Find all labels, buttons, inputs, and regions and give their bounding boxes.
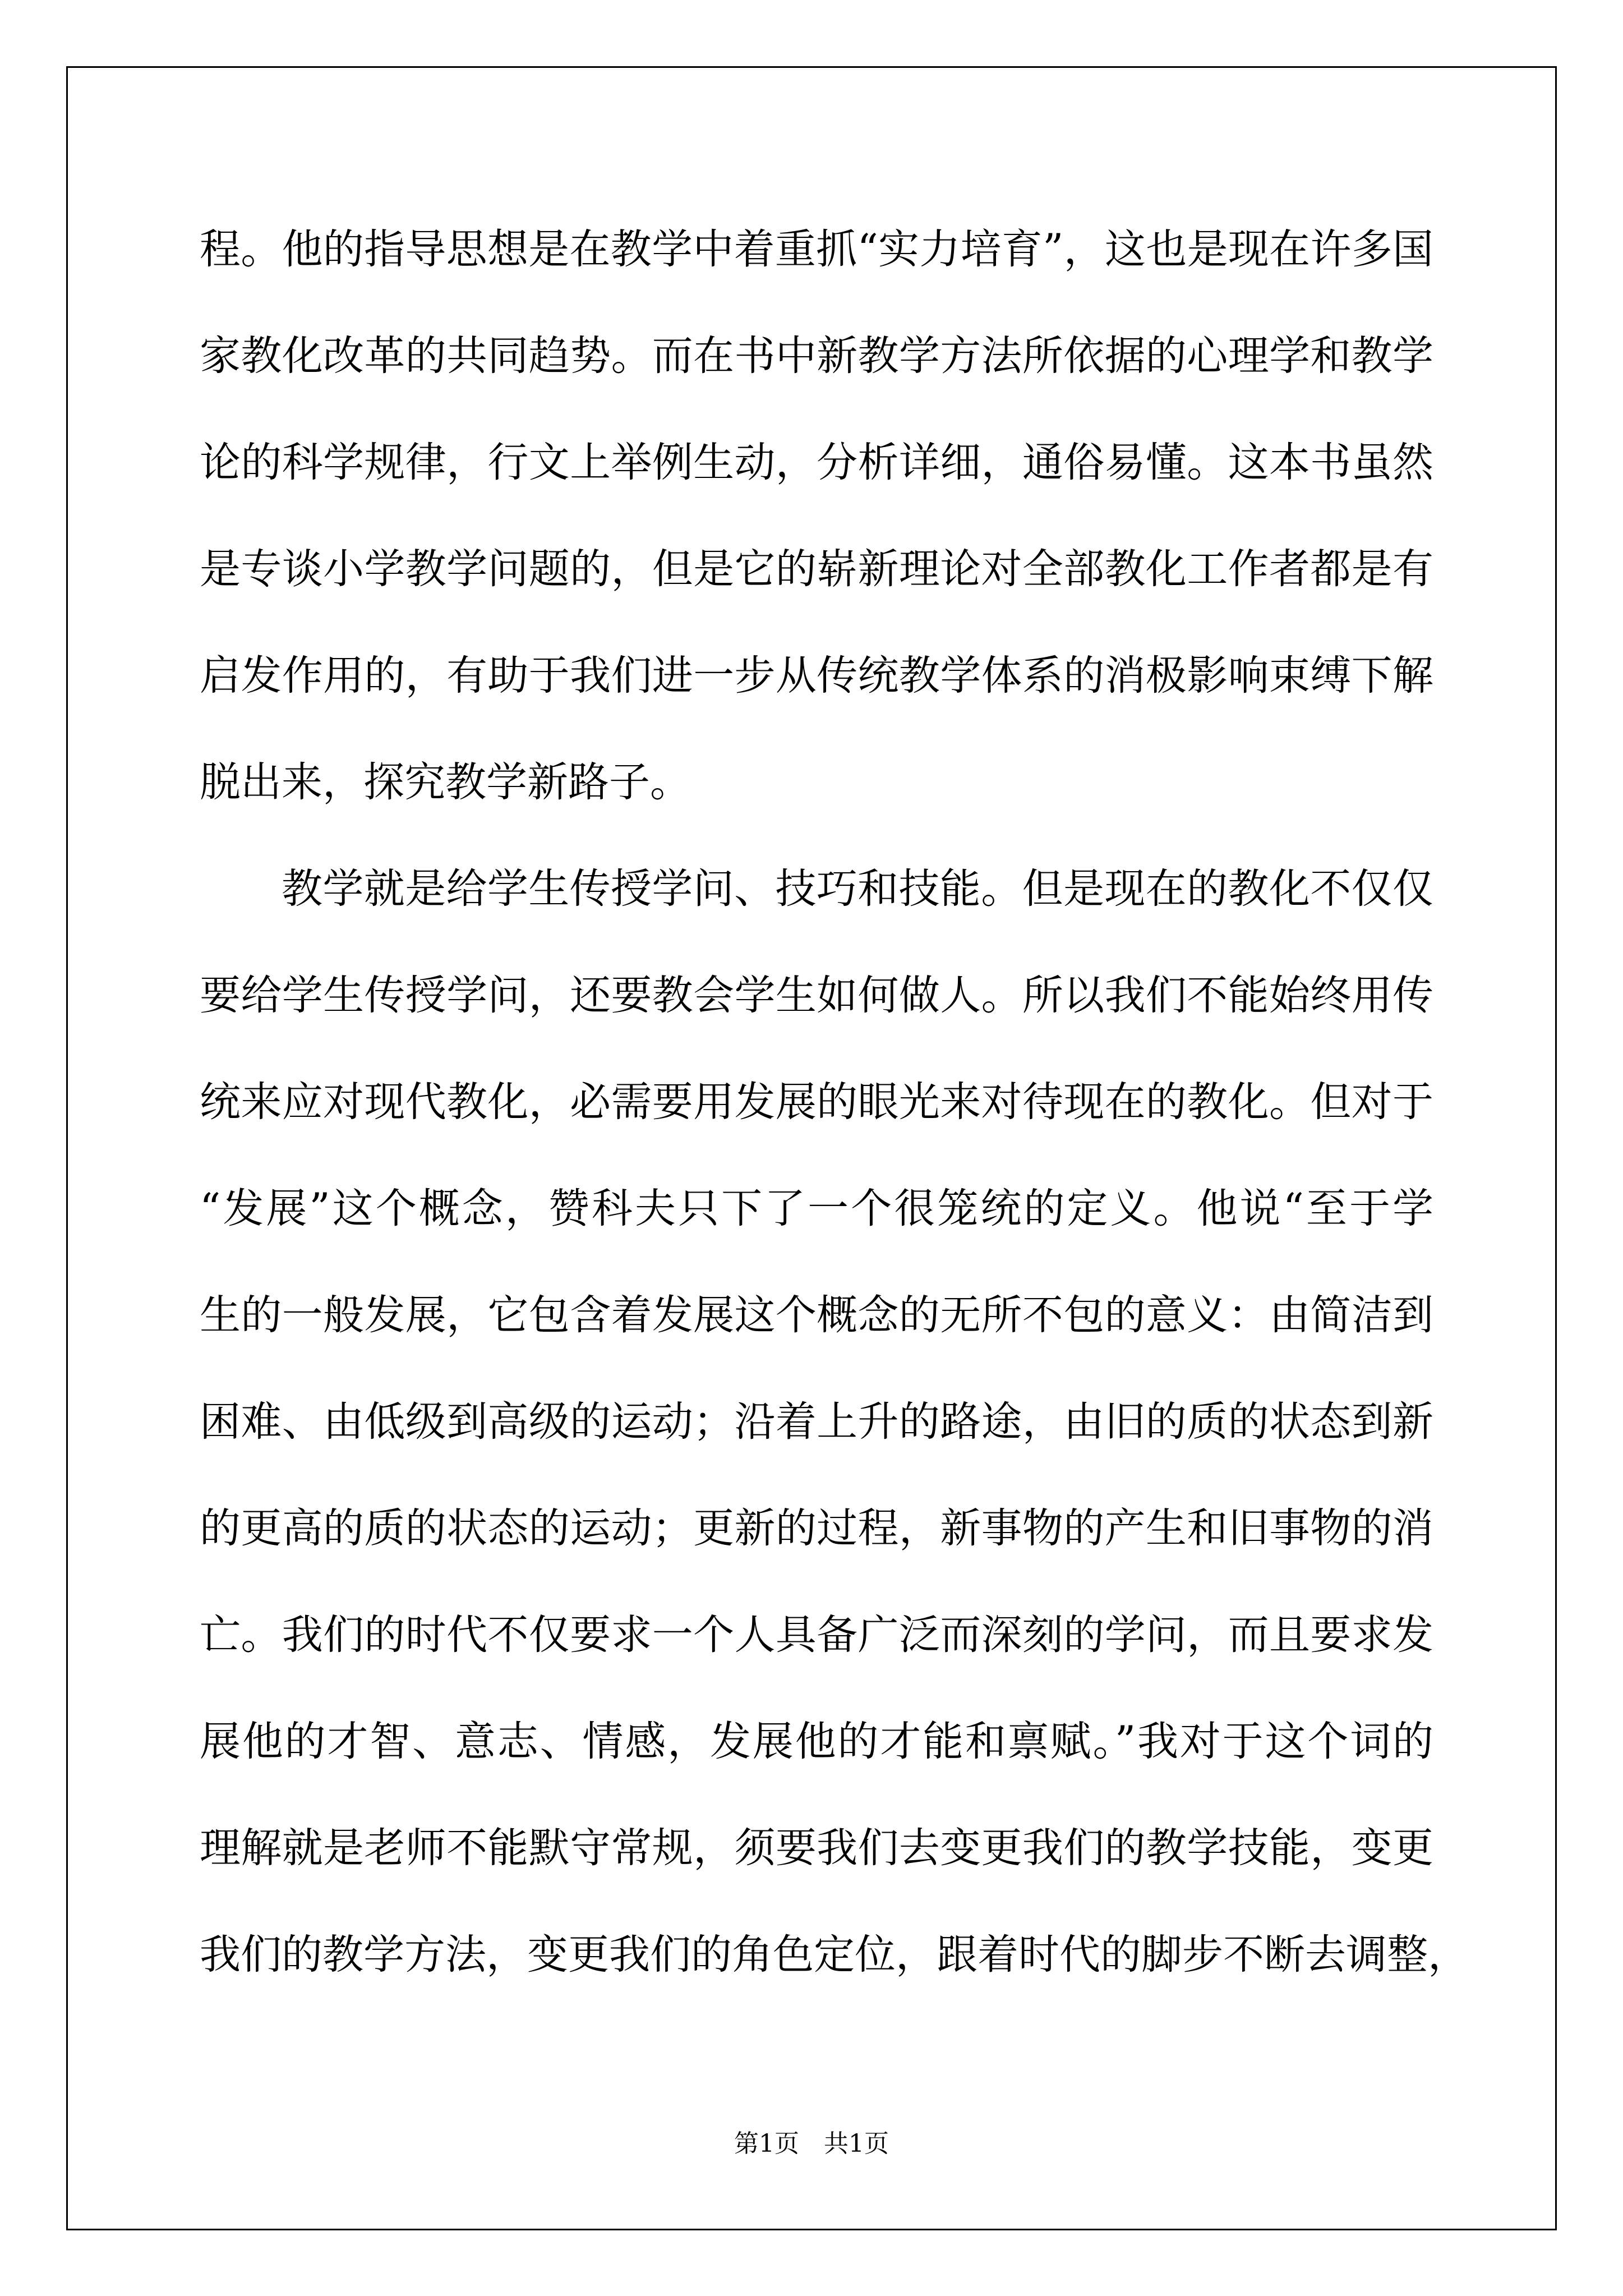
text-line: 家教化改革的共同趋势。而在书中新教学方法所依据的心理学和教学 xyxy=(200,332,1433,380)
text-line: “发展”这个概念，赞科夫只下了一个很笼统的定义。他说“至于学 xyxy=(200,1185,1433,1232)
text-line: 脱出来，探究教学新路子。 xyxy=(200,758,691,806)
text-line: 统来应对现代教化，必需要用发展的眼光来对待现在的教化。但对于 xyxy=(200,1078,1433,1126)
page-number-label: 第1页 共1页 xyxy=(734,2129,889,2158)
paragraph-first-line: 教学就是给学生传授学问、技巧和技能。但是现在的教化不仅仅 xyxy=(282,865,1433,913)
text-line: 我们的教学方法，变更我们的角色定位，跟着时代的脚步不断去调整， xyxy=(200,1931,1469,1978)
text-line: 亡。我们的时代不仅要求一个人具备广泛而深刻的学问，而且要求发 xyxy=(200,1611,1433,1659)
text-line: 是专谈小学教学问题的，但是它的崭新理论对全部教化工作者都是有 xyxy=(200,545,1433,593)
text-line: 论的科学规律，行文上举例生动，分析详细，通俗易懂。这本书虽然 xyxy=(200,439,1433,486)
text-line: 要给学生传授学问，还要教会学生如何做人。所以我们不能始终用传 xyxy=(200,972,1433,1019)
page-footer xyxy=(0,2123,1623,2159)
text-line: 程。他的指导思想是在教学中着重抓“实力培育”，这也是现在许多国 xyxy=(200,226,1433,273)
text-line: 展他的才智、意志、情感，发展他的才能和禀赋。”我对于这个词的 xyxy=(200,1718,1433,1765)
text-line: 困难、由低级到高级的运动；沿着上升的路途，由旧的质的状态到新 xyxy=(200,1398,1433,1446)
text-line: 启发作用的，有助于我们进一步从传统教学体系的消极影响束缚下解 xyxy=(200,652,1433,700)
text-line: 理解就是老师不能默守常规，须要我们去变更我们的教学技能，变更 xyxy=(200,1824,1433,1872)
text-line: 的更高的质的状态的运动；更新的过程，新事物的产生和旧事物的消 xyxy=(200,1504,1433,1552)
text-line: 生的一般发展，它包含着发展这个概念的无所不包的意义：由简洁到 xyxy=(200,1291,1433,1339)
document-body xyxy=(200,208,1469,2019)
